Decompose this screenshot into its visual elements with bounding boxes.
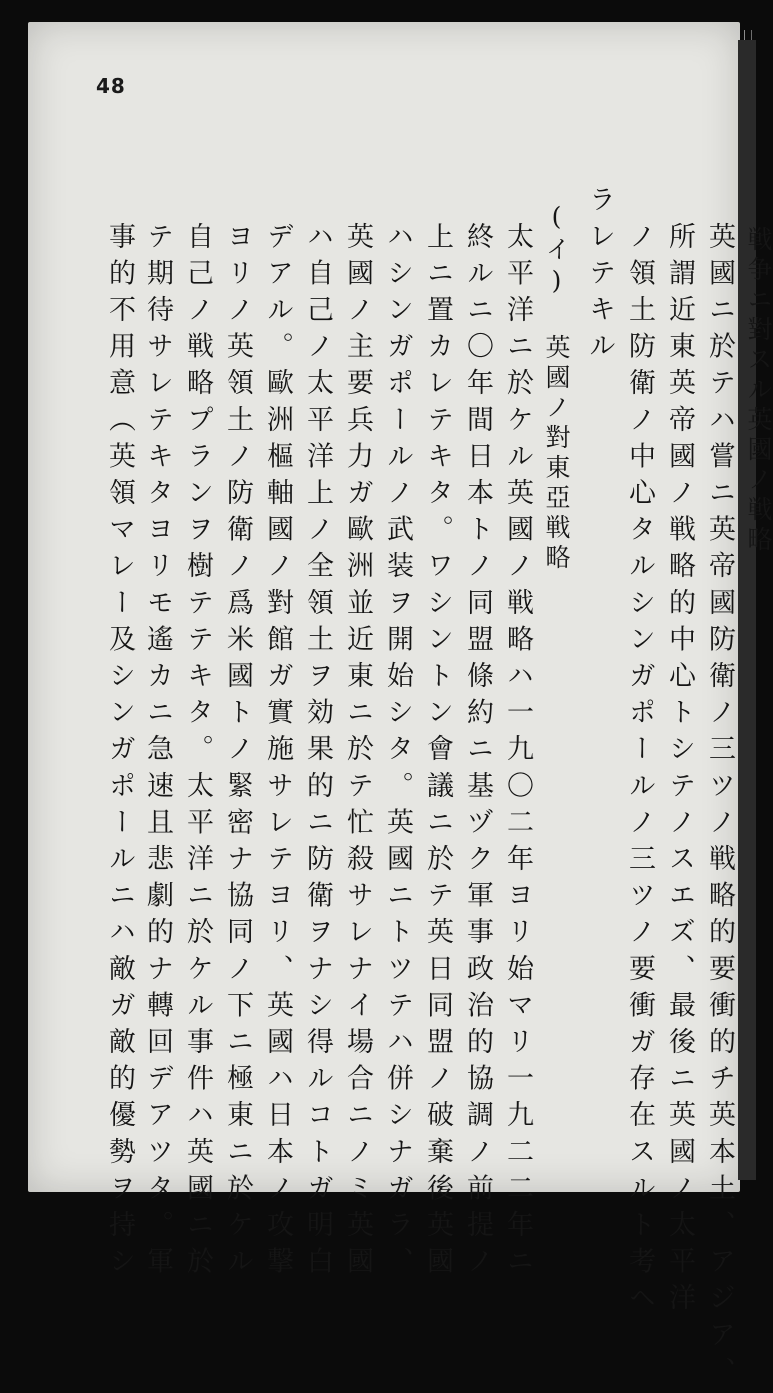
text-column: 上ニ置カレテキタ。ワシントン會議ニ於テ英日同盟ノ破棄後英國 <box>422 222 453 1284</box>
page-number: 48 <box>96 74 126 98</box>
text-column: ノ領土防衛ノ中心タルシンガポールノ三ツノ要衝ガ存在スルト考ヘ <box>624 222 655 1320</box>
text-column: ハ自己ノ太平洋上ノ全領土ヲ効果的ニ防衛ヲナシ得ルコトガ明白 <box>302 222 333 1284</box>
text-column: デアル。歐洲樞軸國ノ對館ガ實施サレテヨリ、英國ハ日本ノ攻撃 <box>262 222 293 1284</box>
text-column: 事的不用意（英領マレー及シンガポールニハ敵ガ敵的優勢ヲ持シ <box>104 222 135 1284</box>
subsection-heading: (イ) 英國ノ對東亞戦略 <box>542 202 571 574</box>
text-column: 所謂近東英帝國ノ戦略的中心トシテノスエズ、最後ニ英國ノ太平洋 <box>664 222 695 1320</box>
text-column: ヨリノ英領土ノ防衛ノ爲米國トノ緊密ナ協同ノ下ニ極東ニ於ケル <box>222 222 253 1284</box>
book-spine <box>738 40 756 1180</box>
text-column: 終ルニ〇年間日本トノ同盟條約ニ基ヅク軍事政治的協調ノ前提ノ <box>462 222 493 1284</box>
text-column: 英國ニ於テハ嘗ニ英帝國防衛ノ三ツノ戦略的要衝的チ英本土、アジア、 <box>704 222 735 1393</box>
text-column: 自己ノ戦略プランヲ樹テテキタ。太平洋ニ於ケル事件ハ英國ニ於 <box>182 222 213 1284</box>
text-column: 英國ノ主要兵力ガ歐洲並近東ニ於テ忙殺サレナイ場合ニノミ英國 <box>342 222 373 1284</box>
text-column: ラレテキル <box>584 185 615 368</box>
text-column: 太平洋ニ於ケル英國ノ戦略ハ一九〇二年ヨリ始マリ一九二二年ニ <box>502 222 533 1284</box>
text-column: テ期待サレテキタヨリモ遙カニ急速且悲劇的ナ轉回デアツタ。軍 <box>142 222 173 1284</box>
text-column: ハシンガポールノ武装ヲ開始シタ。英國ニトツテハ併シナガラ、 <box>382 222 413 1284</box>
section-heading: 戦争ニ對スル英國ノ戦略 <box>744 226 773 556</box>
